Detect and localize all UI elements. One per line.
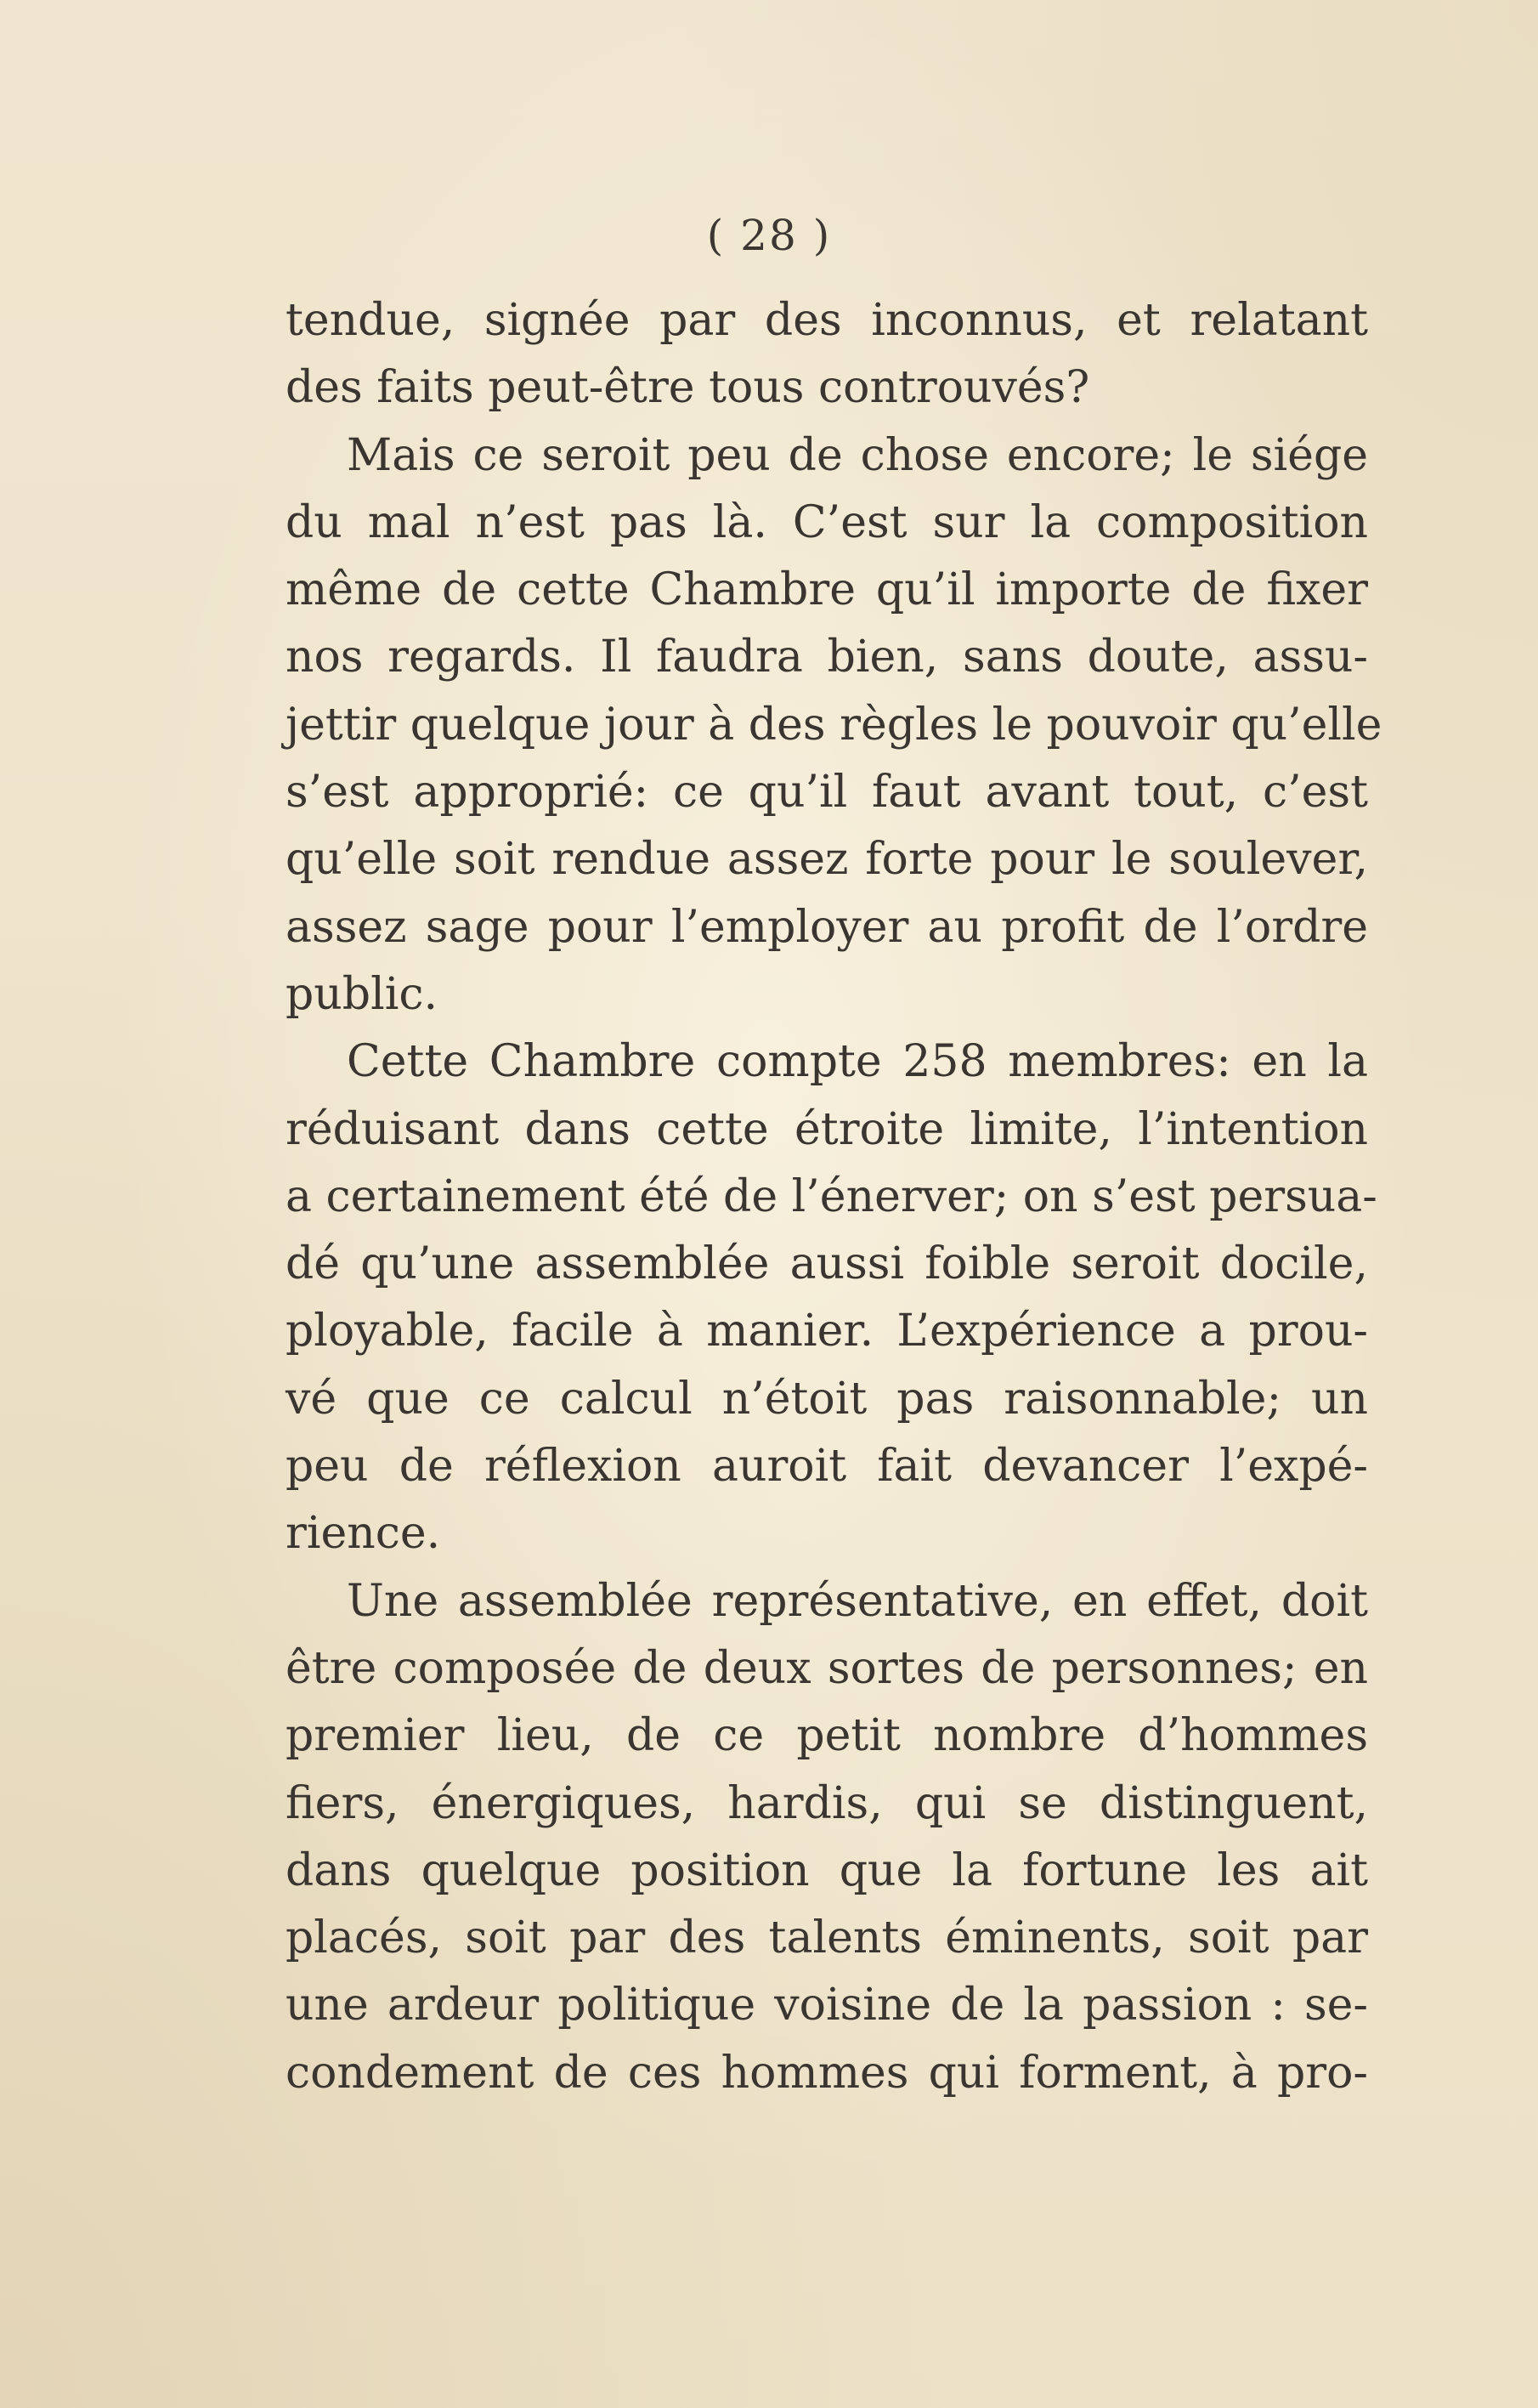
text-line: Une assemblée représentative, en effet, doit — [347, 1575, 1368, 1627]
text-line: qu’elle soit rendue assez forte pour le soulever, — [286, 834, 1368, 886]
text-line: vé que ce calcul n’étoit pas raisonnable; un — [286, 1373, 1368, 1425]
page-number: ( 28 ) — [706, 211, 832, 260]
text-line: jettir quelque jour à des règles le pouvoir qu’elle — [286, 699, 1383, 751]
text-line: une ardeur politique voisine de la passion : se- — [286, 1980, 1368, 2031]
text-line: réduisant dans cette étroite limite, l’intention — [286, 1103, 1368, 1155]
text-line: Cette Chambre compte 258 membres: en la — [347, 1036, 1368, 1088]
text-line: public. — [286, 968, 438, 1020]
body-text — [286, 287, 1383, 2107]
text-line: placés, soit par des talents éminents, soit par — [286, 1912, 1368, 1964]
text-line: rience. — [286, 1508, 441, 1560]
text-line: fiers, énergiques, hardis, qui se distinguent, — [286, 1777, 1368, 1829]
text-line: des faits peut-être tous controuvés? — [286, 362, 1090, 414]
text-line: ployable, facile à manier. L’expérience a prou- — [286, 1306, 1368, 1357]
text-line: dé qu’une assemblée aussi foible seroit docile, — [286, 1238, 1368, 1290]
text-line: tendue, signée par des inconnus, et relatant — [286, 295, 1368, 346]
text-line: Mais ce seroit peu de chose encore; le siége — [347, 429, 1368, 481]
text-line: premier lieu, de ce petit nombre d’hommes — [286, 1710, 1368, 1762]
text-line: nos regards. Il faudra bien, sans doute, assu- — [286, 632, 1368, 683]
text-line: dans quelque position que la fortune les ait — [286, 1844, 1368, 1896]
text-line: condement de ces hommes qui forment, à pro- — [286, 2047, 1368, 2099]
text-line: du mal n’est pas là. C’est sur la composition — [286, 496, 1368, 548]
text-line: assez sage pour l’employer au profit de l’ordre — [286, 901, 1368, 953]
text-line: être composée de deux sortes de personnes; en — [286, 1642, 1368, 1694]
text-line: même de cette Chambre qu’il importe de fixer — [286, 564, 1368, 616]
text-line: s’est approprié: ce qu’il faut avant tout, c’est — [286, 767, 1368, 819]
text-line: peu de réflexion auroit fait devancer l’expé- — [286, 1441, 1368, 1493]
text-line: a certainement été de l’énerver; on s’est persua- — [286, 1170, 1377, 1222]
